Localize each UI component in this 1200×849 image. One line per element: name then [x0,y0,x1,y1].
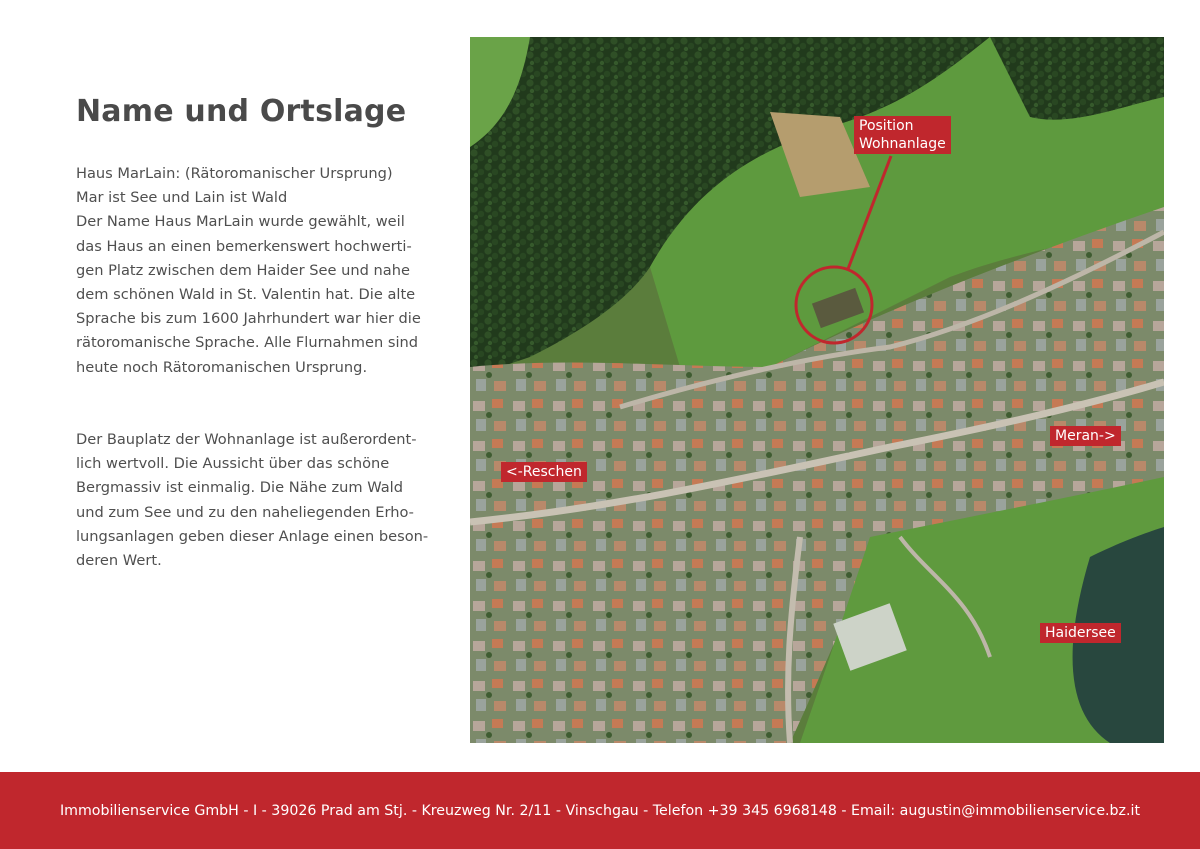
text-line: lungsanlagen geben dieser Anlage einen beson- [76,527,429,545]
footer-contact: Immobilienservice GmbH - I - 39026 Prad am Stj. - Kreuzweg Nr. 2/11 - Vinschgau - Telefon +39 345 6968148 - Email: augustin@immobilienservice.bz.it [0,772,1200,849]
label-haidersee: Haidersee [1040,623,1121,643]
label-reschen: <-Reschen [501,462,587,482]
intro-paragraph [76,162,438,380]
text-line: rätoromanische Sprache. Alle Flurnahmen sind [76,334,419,352]
text-line: Mar ist See und Lain ist Wald [76,189,288,207]
page-title: Name und Ortslage [76,94,407,129]
location-paragraph [76,428,438,573]
label-position-wohnanlage: Position Wohnanlage [854,116,951,154]
text-line: deren Wert. [76,552,162,570]
aerial-map [470,37,1164,743]
text-line: gen Platz zwischen dem Haider See und nahe [76,261,410,279]
text-line: und zum See und zu den naheliegenden Erho- [76,503,414,521]
text-line: das Haus an einen bemerkenswert hochwerti- [76,237,412,255]
text-line: lich wertvoll. Die Aussicht über das schöne [76,455,390,473]
text-line: Der Name Haus MarLain wurde gewählt, weil [76,213,405,231]
text-line: Bergmassiv ist einmalig. Die Nähe zum Wald [76,479,403,497]
label-meran: Meran-> [1050,426,1121,446]
text-line: Haus MarLain: (Rätoromanischer Ursprung) [76,165,393,182]
text-line: Sprache bis zum 1600 Jahrhundert war hier die [76,310,421,328]
text-line: dem schönen Wald in St. Valentin hat. Die alte [76,286,416,304]
text-line: heute noch Rätoromanischen Ursprung. [76,358,368,376]
text-line: Der Bauplatz der Wohnanlage ist außerordent- [76,431,417,448]
